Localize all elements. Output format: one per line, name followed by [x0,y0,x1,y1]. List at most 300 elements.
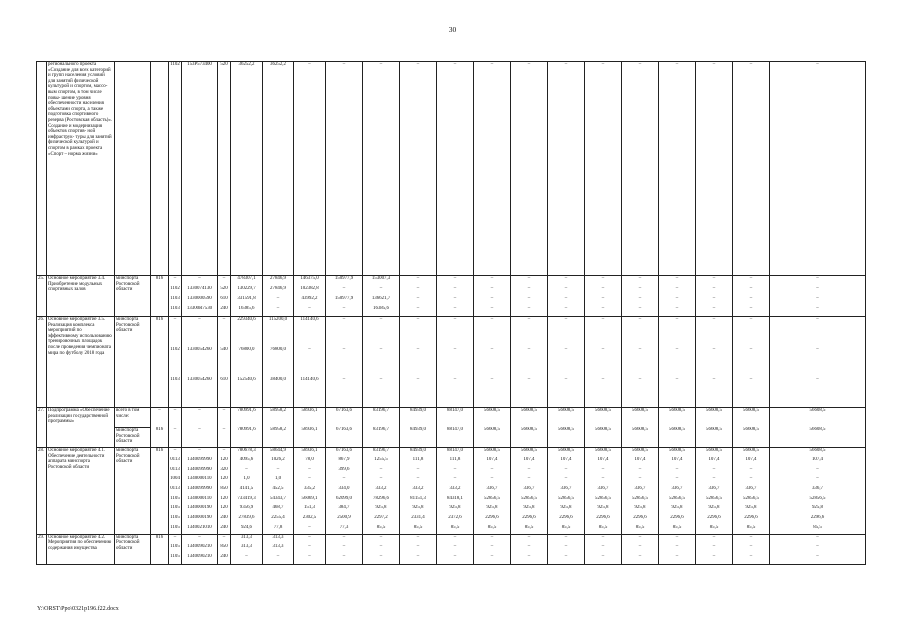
amount-cell: – [733,476,770,486]
executor: минспорта Ростовской области [115,447,151,534]
amount-cell: – [511,467,548,477]
amount-cell: 114140,6 [294,317,326,347]
amount-cell: 313,3 [263,544,294,554]
amount-cell: 85,5 [437,525,474,535]
amount-cell: 56608,5 [511,427,548,447]
amount-cell: 2296,6 [733,515,770,525]
grbs-code: 816 [151,427,169,447]
amount-cell: 4095,6 [231,457,263,467]
row-number: 29. [37,534,47,564]
grbs-code [151,347,169,377]
amount-cell: 52856,5 [770,496,866,506]
amount-cell: – [231,554,263,564]
amount-cell: 52856,5 [696,496,733,506]
amount-cell: 468,7 [263,505,294,515]
amount-cell: – [363,377,400,407]
amount-cell: – [548,377,585,407]
amount-cell: – [474,544,511,554]
amount-cell: – [659,476,696,486]
amount-cell: 107,4 [659,457,696,467]
amount-cell: – [696,476,733,486]
amount-cell: 2296,6 [659,515,696,525]
table-row [37,505,866,515]
amount-cell: – [294,347,326,377]
executor [115,62,151,276]
csr-code: 1340000190 [182,515,218,525]
amount-cell: 56608,5 [770,407,866,427]
amount-cell: – [511,534,548,544]
amount-cell: – [511,306,548,316]
amount-cell: – [733,534,770,544]
amount-cell: – [511,554,548,564]
grbs-code [151,467,169,477]
amount-cell: 85,5 [400,525,437,535]
vr-code: – [218,317,231,347]
amount-cell: – [548,347,585,377]
amount-cell: 153007,3 [363,276,400,286]
amount-cell: 56608,5 [474,407,511,427]
amount-cell: – [770,286,866,296]
amount-cell: 2296,6 [511,515,548,525]
amount-cell: – [326,286,363,296]
csr-code: 1340090210 [182,544,218,554]
rzpr-code: 1102 [169,347,182,377]
vr-code: 540 [218,347,231,377]
amount-cell: – [474,554,511,564]
amount-cell: – [363,534,400,544]
amount-cell: 77,3 [326,525,363,535]
grbs-code [151,525,169,535]
amount-cell: 925,8 [659,505,696,515]
amount-cell: – [263,306,294,316]
amount-cell: – [622,306,659,316]
amount-cell: – [659,347,696,377]
vr-code: 120 [218,457,231,467]
amount-cell: – [659,377,696,407]
amount-cell: 2296,6 [770,515,866,525]
amount-cell: – [400,347,437,377]
amount-cell: 85,5 [511,525,548,535]
amount-cell: – [474,377,511,407]
rzpr-code: – [169,427,182,447]
amount-cell: 336,7 [659,486,696,496]
amount-cell: – [548,276,585,286]
csr-code: – [182,276,218,286]
amount-cell: 56608,5 [585,447,622,457]
amount-cell: 84939,0 [400,427,437,447]
amount-cell: – [474,476,511,486]
amount-cell: 56608,5 [511,447,548,457]
amount-cell: – [696,306,733,316]
amount-cell: – [659,544,696,554]
row-number: 27. [37,407,47,447]
amount-cell: 85,5 [474,525,511,535]
amount-cell: – [696,317,733,347]
executor: минспорта Ростовской области [115,534,151,564]
amount-cell: – [511,347,548,377]
amount-cell: 2296,6 [622,515,659,525]
amount-cell: 333,2 [400,486,437,496]
amount-cell: 77,8 [263,525,294,535]
amount-cell: – [294,525,326,535]
csr-code: 1340021010 [182,525,218,535]
amount-cell: – [733,317,770,347]
rzpr-code: 1004 [169,476,182,486]
vr-code: 120 [218,476,231,486]
amount-cell: 925,8 [733,505,770,515]
amount-cell: – [511,296,548,306]
csr-code: 1330054260 [182,347,218,377]
amount-cell: – [326,306,363,316]
amount-cell: 56608,5 [696,447,733,457]
amount-cell: 107,4 [474,457,511,467]
amount-cell: – [585,544,622,554]
amount-cell: – [294,544,326,554]
amount-cell: 313,3 [231,544,263,554]
csr-code: 1340000190 [182,505,218,515]
amount-cell: – [400,317,437,347]
amount-cell: – [770,296,866,306]
vr-code: 850 [218,486,231,496]
table-row [37,347,866,377]
table-row [37,317,866,347]
amount-cell: – [548,476,585,486]
executor: минспорта Ростовской области [115,276,151,317]
amount-cell: – [733,554,770,564]
amount-cell: 56608,5 [770,427,866,447]
amount-cell: 925,8 [696,505,733,515]
rzpr-code: – [169,317,182,347]
vr-code: 240 [218,515,231,525]
amount-cell: 16385,6 [363,306,400,316]
amount-cell: 2331,4 [400,515,437,525]
amount-cell: – [474,467,511,477]
amount-cell: – [622,467,659,477]
amount-cell: 52856,5 [511,496,548,506]
csr-code: – [182,534,218,544]
vr-code: 850 [218,544,231,554]
vr-code: 240 [218,306,231,316]
amount-cell: 27846,9 [263,286,294,296]
vr-code: 610 [218,377,231,407]
amount-cell: – [622,544,659,554]
amount-cell: – [585,476,622,486]
amount-cell: – [585,317,622,347]
amount-cell: – [585,554,622,564]
measure-name: Основное мероприятие 4.2. Мероприятия по обеспечению содержания имущества [47,534,115,564]
amount-cell: 85,5 [548,525,585,535]
rzpr-code: 0113 [169,467,182,477]
amount-cell: 313,3 [231,534,263,544]
grbs-code [151,486,169,496]
rzpr-code: 1102 [169,286,182,296]
amount-cell: 925,8 [770,505,866,515]
table-row [37,554,866,564]
amount-cell: 229340,6 [231,317,263,347]
amount-cell: 478307,1 [231,276,263,286]
table-row [37,467,866,477]
amount-cell: 107,4 [770,457,866,467]
amount-cell: – [622,534,659,544]
amount-cell: 78,0 [294,457,326,467]
vr-code: 240 [218,525,231,535]
amount-cell: 4141,5 [231,486,263,496]
amount-cell: 56608,5 [622,427,659,447]
amount-cell: – [585,62,622,276]
amount-cell: 76800,0 [231,347,263,377]
amount-cell: – [294,554,326,564]
amount-cell: – [437,534,474,544]
amount-cell: 2500,9 [326,515,363,525]
amount-cell: – [437,554,474,564]
amount-cell: – [659,306,696,316]
amount-cell: – [474,276,511,286]
amount-cell: – [696,62,733,276]
amount-cell: – [696,296,733,306]
amount-cell: 313,3 [263,534,294,544]
vr-code: – [218,427,231,447]
grbs-code [151,515,169,525]
amount-cell: – [437,347,474,377]
vr-code: 120 [218,496,231,506]
grbs-code [151,62,169,276]
amount-cell: – [770,317,866,347]
table-row [37,534,866,544]
amount-cell: 2296,6 [474,515,511,525]
amount-cell: – [733,286,770,296]
executor: минспорта Ростовской области [115,427,151,447]
amount-cell: – [400,476,437,486]
grbs-code [151,544,169,554]
table-row [37,525,866,535]
measure-name: Основное мероприятие 3.5. Реализация комплекса мероприятий по эффективному использованию тренировочных площадок после проведения чемпионата мира по футболу 2018 года [47,317,115,408]
amount-cell: – [363,62,400,276]
vr-code: 520 [218,286,231,296]
amount-cell: 2372,6 [437,515,474,525]
table-row [37,286,866,296]
amount-cell: – [263,296,294,306]
amount-cell: 336,7 [733,486,770,496]
amount-cell: 1,0 [231,476,263,486]
amount-cell: – [437,467,474,477]
amount-cell: 85,5 [622,525,659,535]
amount-cell: 336,7 [474,486,511,496]
rzpr-code: 1103 [169,377,182,407]
amount-cell: 333,2 [437,486,474,496]
rzpr-code: – [169,276,182,286]
amount-cell: 925,8 [511,505,548,515]
executor: всего в том числе: [115,407,151,427]
table-row [37,544,866,554]
grbs-code: – [151,407,169,427]
amount-cell: – [294,534,326,544]
amount-cell: 56608,5 [548,407,585,427]
rzpr-code: 1105 [169,505,182,515]
amount-cell: – [622,476,659,486]
amount-cell: 780678,3 [231,447,263,457]
amount-cell: 52856,5 [659,496,696,506]
amount-cell: 27846,9 [263,276,294,286]
amount-cell: – [696,347,733,377]
amount-cell: – [326,544,363,554]
amount-cell: – [548,317,585,347]
amount-cell: – [659,286,696,296]
amount-cell: – [294,467,326,477]
grbs-code [151,496,169,506]
table-row [37,276,866,286]
amount-cell: 780991,6 [231,427,263,447]
amount-cell: – [511,317,548,347]
amount-cell: 38400,0 [263,377,294,407]
row-number: 28. [37,447,47,534]
grbs-code [151,286,169,296]
amount-cell: 111,8 [437,457,474,467]
amount-cell: – [263,554,294,564]
row-number: 26. [37,317,47,408]
amount-cell: 115200,0 [263,317,294,347]
amount-cell: 336,7 [548,486,585,496]
amount-cell: 925,8 [622,505,659,515]
csr-code: 13300R7530 [182,306,218,316]
amount-cell: – [400,377,437,407]
amount-cell: 67163,6 [326,447,363,457]
amount-cell: 88147,0 [437,407,474,427]
amount-cell: – [474,306,511,316]
amount-cell: 58936,1 [294,427,326,447]
amount-cell: – [511,286,548,296]
amount-cell: 84318,1 [437,496,474,506]
amount-cell: – [733,544,770,554]
amount-cell: – [294,62,326,276]
amount-cell: 56608,5 [659,427,696,447]
amount-cell: 85,5 [585,525,622,535]
amount-cell: 27839,6 [231,515,263,525]
measure-name: регионального проекта «Создание для всех категорий и групп населения условий для занятий физической культурой и спортом, массо- вым спортом, в том числе повы- шение уровня обеспеченности населения объектами спорта, а также подготовка спортивного резерва (Ростовская область)». Создание и модернизация объектов спортив- ной инфраструк- туры для занятий физической культурой и спортом в рамках проекта «Спорт – норма жизни» [47,62,115,276]
amount-cell: – [474,347,511,377]
amount-cell: – [548,286,585,296]
amount-cell: – [622,276,659,286]
amount-cell: 52856,5 [548,496,585,506]
rzpr-code: 1103 [169,306,182,316]
amount-cell: 52856,5 [474,496,511,506]
table-row [37,407,866,427]
amount-cell: – [696,554,733,564]
budget-table [36,61,866,565]
amount-cell: 52856,5 [733,496,770,506]
amount-cell: – [326,377,363,407]
amount-cell: 56069,1 [294,496,326,506]
amount-cell: 925,8 [363,505,400,515]
amount-cell: – [733,276,770,286]
amount-cell: – [326,317,363,347]
amount-cell: – [548,306,585,316]
amount-cell: 2296,6 [696,515,733,525]
amount-cell: 150977,9 [326,276,363,286]
amount-cell: – [511,544,548,554]
amount-cell: 136621,7 [363,296,400,306]
amount-cell: 58958,2 [263,407,294,427]
amount-cell: – [622,296,659,306]
amount-cell: – [659,534,696,544]
amount-cell: 78296,6 [363,496,400,506]
amount-cell: 56608,5 [622,447,659,457]
table-row [37,427,866,447]
amount-cell: 56608,5 [696,427,733,447]
amount-cell: 335,2 [294,486,326,496]
amount-cell: 88147,0 [437,427,474,447]
amount-cell: – [770,544,866,554]
amount-cell: – [437,317,474,347]
table-row [37,486,866,496]
rzpr-code: 1102 [169,62,182,276]
amount-cell: 925,8 [585,505,622,515]
amount-cell: – [733,467,770,477]
csr-code: 1340000110 [182,496,218,506]
amount-cell: 2297,2 [363,515,400,525]
grbs-code [151,377,169,407]
amount-cell: 336,7 [511,486,548,496]
amount-cell: – [511,62,548,276]
amount-cell: 1,0 [263,476,294,486]
amount-cell: 107,4 [511,457,548,467]
amount-cell: – [548,467,585,477]
amount-cell: – [659,317,696,347]
amount-cell: 2296,6 [548,515,585,525]
amount-cell: – [400,544,437,554]
amount-cell: – [474,286,511,296]
amount-cell: 151,3 [294,505,326,515]
rzpr-code: 1105 [169,544,182,554]
amount-cell: 152540,6 [231,377,263,407]
amount-cell: 780991,6 [231,407,263,427]
rzpr-code: 1105 [169,525,182,535]
amount-cell: – [585,296,622,306]
amount-cell: 56608,5 [548,427,585,447]
amount-cell: – [659,554,696,564]
table-row [37,306,866,316]
amount-cell: 84939,0 [400,447,437,457]
amount-cell: 56608,5 [733,427,770,447]
amount-cell: – [363,317,400,347]
amount-cell: – [622,554,659,564]
grbs-code: 816 [151,447,169,457]
amount-cell: – [548,296,585,306]
amount-cell: – [511,276,548,286]
amount-cell: 1255,5 [363,457,400,467]
amount-cell: – [585,467,622,477]
amount-cell: 925,8 [474,505,511,515]
amount-cell: 84939,0 [400,407,437,427]
amount-cell: 56608,5 [548,447,585,457]
amount-cell: – [437,296,474,306]
amount-cell: – [585,276,622,286]
amount-cell: 43992,2 [294,296,326,306]
amount-cell: 56608,5 [474,427,511,447]
amount-cell: – [548,62,585,276]
amount-cell: 16385,6 [231,306,263,316]
amount-cell: – [659,62,696,276]
csr-code: – [182,407,218,427]
grbs-code: 816 [151,317,169,347]
amount-cell: 67163,6 [326,427,363,447]
row-number: 25. [37,276,47,317]
amount-cell: – [400,296,437,306]
footer-file-path: Y:\ORST\Ppo\0321p196.f22.docx [37,606,119,612]
amount-cell: – [437,62,474,276]
amount-cell: 85,5 [659,525,696,535]
amount-cell: – [770,276,866,286]
amount-cell: – [363,286,400,296]
